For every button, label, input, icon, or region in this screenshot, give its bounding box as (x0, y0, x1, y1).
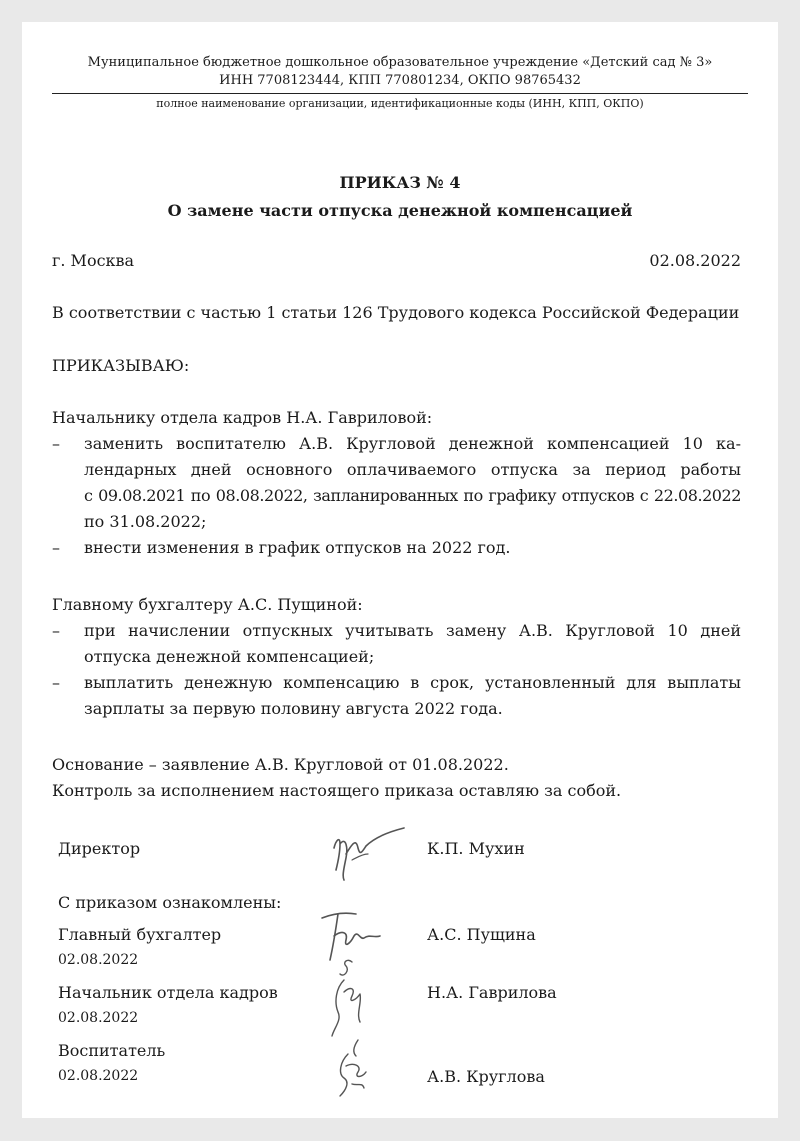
item-line: при начислении отпускных учитывать замену А.В. Кругловой 10 дней (84, 621, 741, 640)
item-line: заменить воспитателю А.В. Кругловой денежной компенсацией 10 ка- (84, 434, 741, 453)
instruction-item (52, 618, 741, 670)
order-subject: О замене части отпуска денежной компенсацией (167, 201, 633, 220)
instruction-section-hr (52, 405, 741, 561)
order-date: 02.08.2022 (649, 251, 741, 270)
signer-title: Главный бухгалтер (58, 925, 222, 944)
order-word: ПРИКАЗЫВАЮ: (52, 356, 190, 375)
list-dash: – (52, 673, 60, 692)
order-footer (52, 752, 741, 804)
director-name: К.П. Мухин (427, 839, 525, 858)
signer-date: 02.08.2022 (58, 952, 139, 968)
order-title-block (22, 169, 778, 225)
list-dash: – (52, 538, 60, 557)
document-page (22, 22, 778, 1118)
item-line: по 31.08.2022; (84, 512, 207, 531)
signer-title: Начальник отдела кадров (58, 983, 278, 1002)
section-addressee: Главному бухгалтеру А.С. Пущиной: (52, 595, 363, 614)
control-text: Контроль за исполнением настоящего приказа оставляю за собой. (52, 781, 622, 800)
signer-name: А.В. Круглова (427, 1067, 545, 1086)
acquainted-heading: С приказом ознакомлены: (58, 893, 282, 912)
item-line: выплатить денежную компенсацию в срок, установленный для выплаты (84, 673, 741, 692)
item-line: зарплаты за первую половину августа 2022 года. (84, 699, 503, 718)
signer-name: Н.А. Гаврилова (427, 983, 557, 1002)
signer-title: Воспитатель (58, 1041, 166, 1060)
instruction-section-accounting (52, 592, 741, 722)
item-line: внести изменения в график отпусков на 2022 год. (84, 538, 511, 557)
organization-header (52, 54, 748, 90)
foundation-text: Основание – заявление А.В. Кругловой от 01.08.2022. (52, 755, 509, 774)
list-dash: – (52, 434, 60, 453)
director-signature-icon (322, 818, 412, 888)
order-place: г. Москва (52, 251, 135, 270)
list-dash: – (52, 621, 60, 640)
instruction-item (52, 670, 741, 722)
director-title: Директор (58, 839, 141, 858)
organization-underline (52, 93, 748, 94)
instruction-item (52, 535, 741, 561)
signer-date: 02.08.2022 (58, 1010, 139, 1026)
organization-caption: полное наименование организации, идентификационные коды (ИНН, КПП, ОКПО) (156, 97, 644, 110)
section-addressee: Начальнику отдела кадров Н.А. Гавриловой: (52, 408, 433, 427)
order-number: ПРИКАЗ № 4 (339, 173, 461, 192)
instruction-item (52, 431, 741, 535)
item-line: с 09.08.2021 по 08.08.2022, запланированных по графику отпусков с 22.08.2022 (84, 486, 741, 505)
organization-name: Муниципальное бюджетное дошкольное образовательное учреждение «Детский сад № 3» (87, 55, 713, 70)
item-line: отпуска денежной компенсацией; (84, 647, 375, 666)
item-line: лендарных дней основного оплачиваемого отпуска за период работы (84, 460, 741, 479)
educator-signature-icon (318, 1032, 388, 1102)
legal-basis: В соответствии с частью 1 статьи 126 Трудового кодекса Российской Федерации (52, 303, 740, 322)
signer-name: А.С. Пущина (427, 925, 536, 944)
organization-codes: ИНН 7708123444, КПП 770801234, ОКПО 98765432 (219, 73, 581, 88)
hr-signature-icon (314, 952, 384, 1042)
signer-date: 02.08.2022 (58, 1068, 139, 1084)
